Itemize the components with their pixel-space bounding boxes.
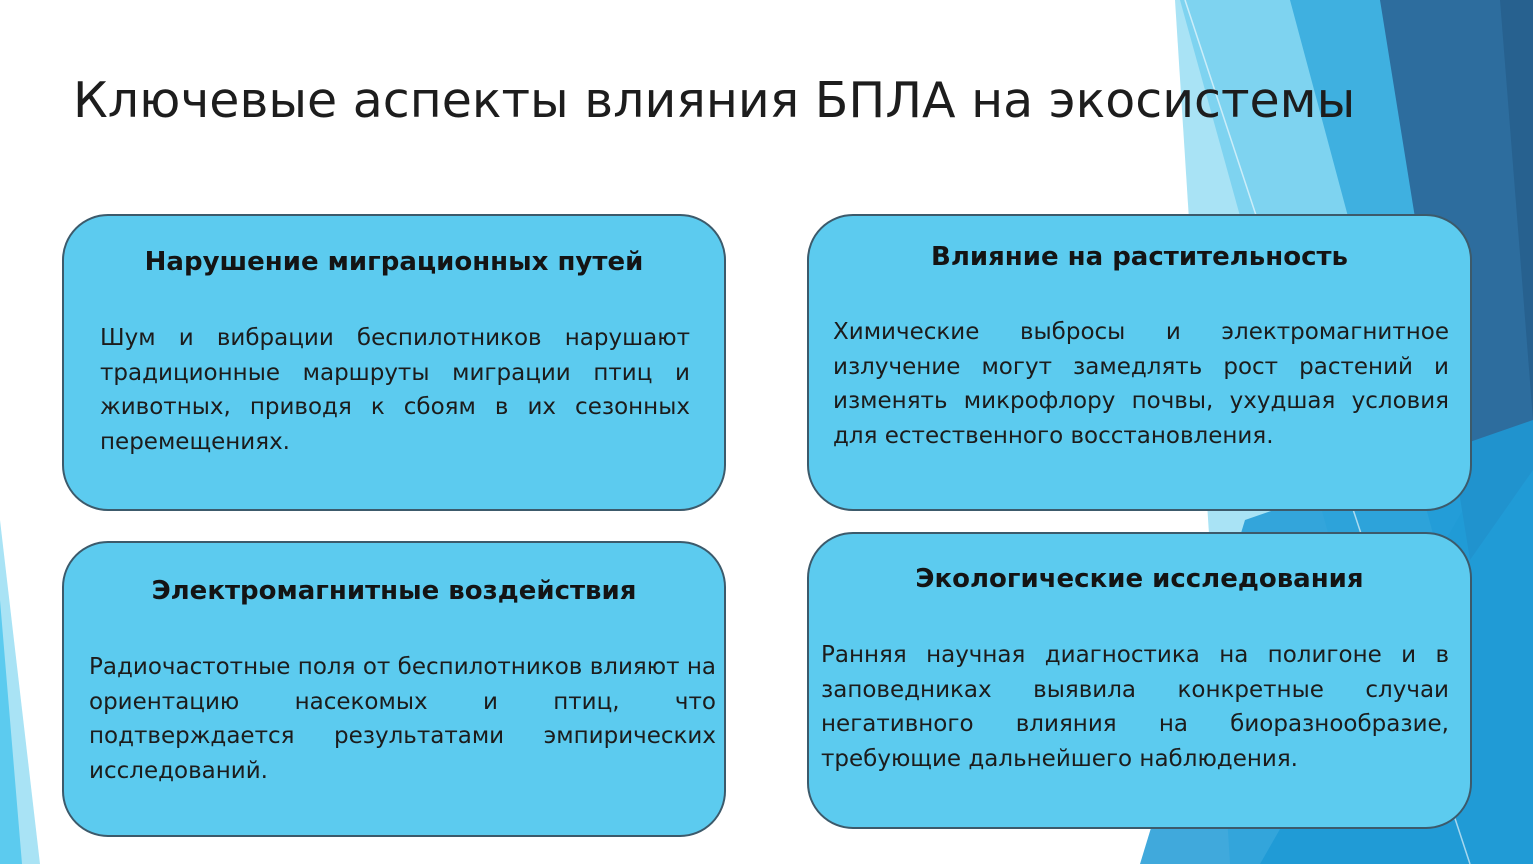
card-electromagnetic (62, 541, 726, 837)
card-title: Нарушение миграционных путей (144, 247, 644, 277)
card-title: Электромагнитные воздействия (151, 576, 637, 606)
card-title: Экологические исследования (915, 564, 1364, 594)
card-migration (62, 214, 726, 511)
card-research (807, 532, 1472, 829)
card-text: Шум и вибрации беспилотников нарушают традиционные маршруты миграции птиц и животных, приводя к сбоям в их сезонных перемещениях. (100, 325, 690, 455)
card-text: Ранняя научная диагностика на полигоне и в заповедниках выявила конкретные случаи негативного влияния на биоразнообразие, требующие дальнейшего наблюдения. (821, 642, 1449, 772)
card-text: Радиочастотные поля от беспилотников влияют на ориентацию насекомых и птиц, что подтверждается результатами эмпирических исследований. (89, 654, 716, 784)
card-vegetation (807, 214, 1472, 511)
card-title: Влияние на растительность (931, 242, 1348, 272)
slide-title: Ключевые аспекты влияния БПЛА на экосистемы (73, 72, 1356, 129)
card-text: Химические выбросы и электромагнитное излучение могут замедлять рост растений и изменять микрофлору почвы, ухудшая условия для естественного восстановления. (833, 319, 1449, 449)
